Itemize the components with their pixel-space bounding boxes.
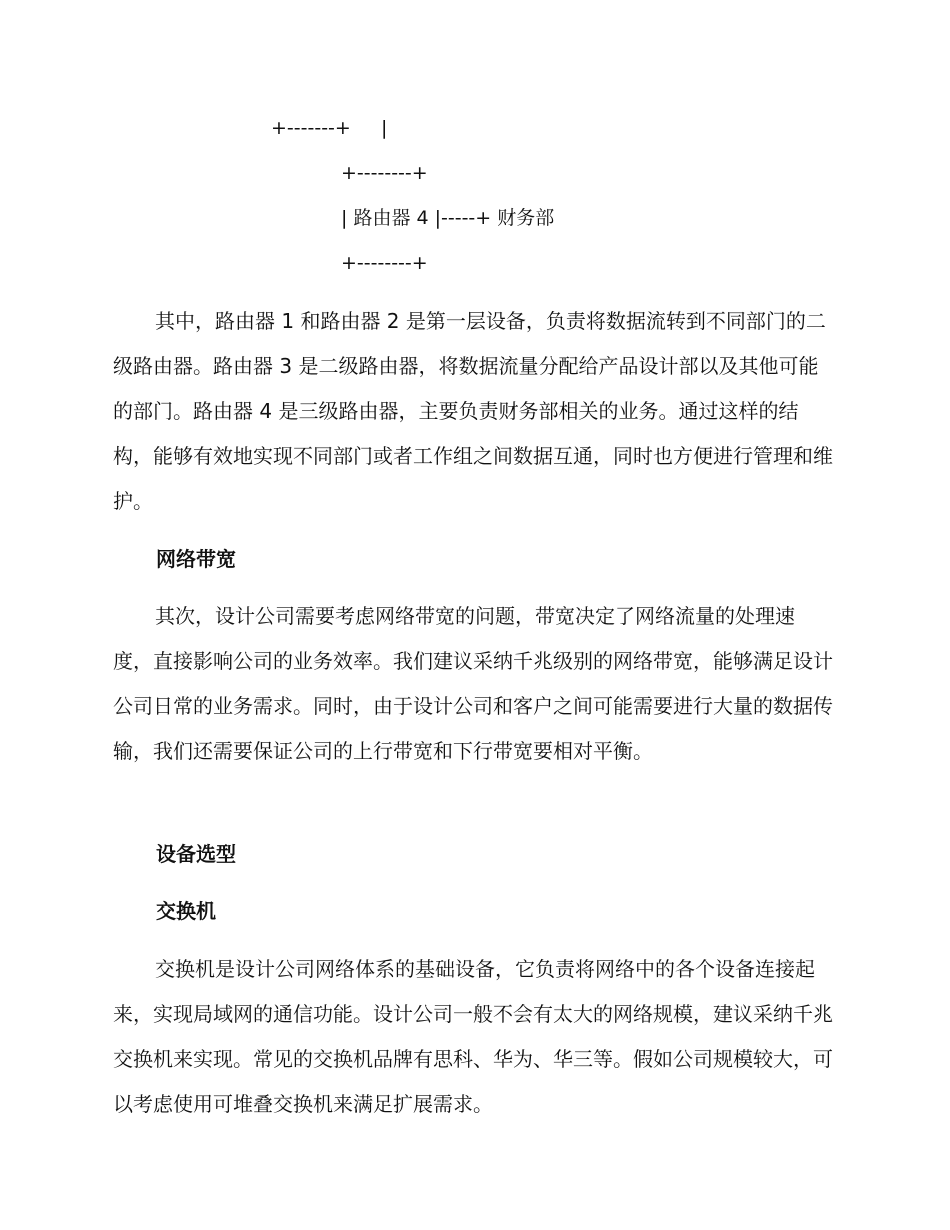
diagram-line-3: | 路由器 4 |-----+ 财务部 (341, 207, 555, 229)
heading-network-bandwidth: 网络带宽 (156, 547, 236, 571)
diagram-line-4: +--------+ (341, 252, 428, 274)
diagram-line-2: +--------+ (341, 162, 428, 184)
paragraph-network-bandwidth: 其次，设计公司需要考虑网络带宽的问题，带宽决定了网络流量的处理速度，直接影响公司的业务效率。我们建议采纳千兆级别的网络带宽，能够满足设计公司日常的业务需求。同时，由于设计公司和客户之间可能需要进行大量的数据传输，我们还需要保证公司的上行带宽和下行带宽要相对平衡。 (113, 604, 833, 763)
paragraph-switch: 交换机是设计公司网络体系的基础设备，它负责将网络中的各个设备连接起来，实现局域网的通信功能。设计公司一般不会有太大的网络规模，建议采纳千兆交换机来实现。常见的交换机品牌有思科、华为、华三等。假如公司规模较大，可以考虑使用可堆叠交换机来满足扩展需求。 (113, 957, 833, 1116)
heading-switch: 交换机 (156, 899, 216, 923)
diagram-line-1: +-------+ | (271, 117, 388, 139)
heading-equipment-selection: 设备选型 (156, 842, 236, 866)
paragraph-router-structure: 其中，路由器 1 和路由器 2 是第一层设备，负责将数据流转到不同部门的二级路由器。路由器 3 是二级路由器，将数据流量分配给产品设计部以及其他可能的部门。路由器 4 是三级路由器，主要负责财务部相关的业务。通过这样的结构，能够有效地实现不同部门或者工作组之间数据互通，同时也方便进行管理和维护。 (113, 309, 833, 513)
